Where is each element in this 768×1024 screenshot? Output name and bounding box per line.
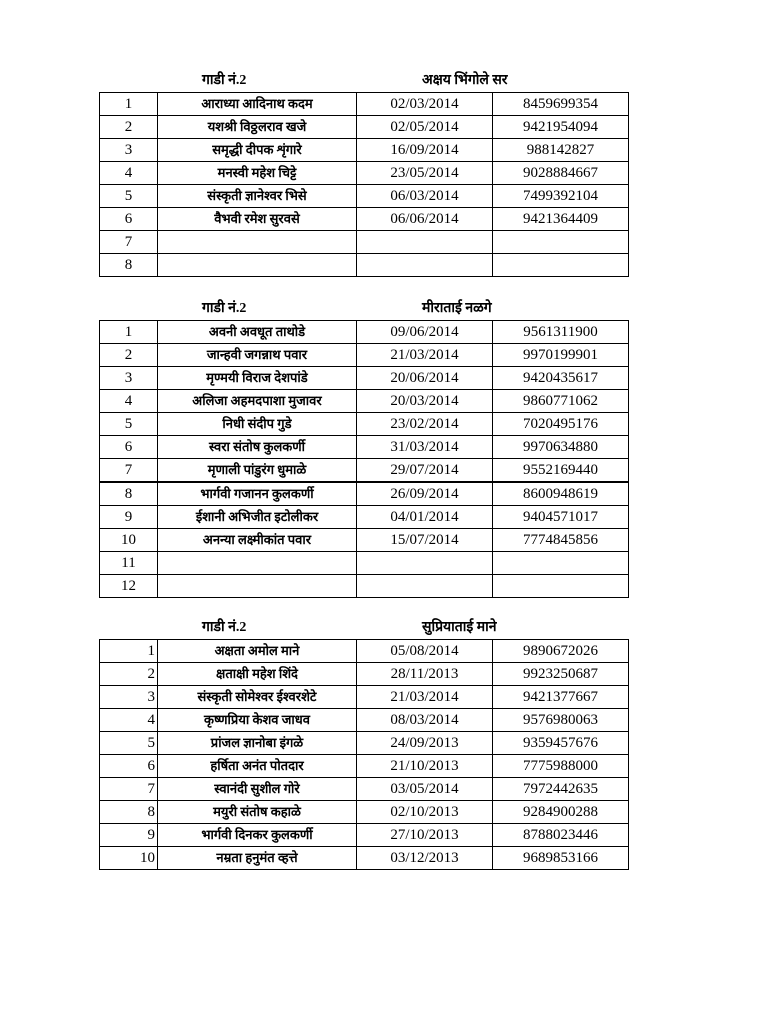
table-row bbox=[100, 413, 629, 436]
serial-cell: 4 bbox=[100, 390, 158, 413]
dob-cell: 20/06/2014 bbox=[357, 367, 493, 390]
student-name-cell: मयुरी संतोष कहाळे bbox=[158, 801, 357, 824]
table-row bbox=[100, 482, 629, 506]
table-row bbox=[100, 778, 629, 801]
student-name-cell: अनन्या लक्ष्मीकांत पवार bbox=[158, 529, 357, 552]
group-header bbox=[99, 70, 628, 92]
student-name-cell bbox=[158, 552, 357, 575]
serial-cell: 2 bbox=[100, 116, 158, 139]
table-row bbox=[100, 686, 629, 709]
table-row bbox=[100, 344, 629, 367]
student-name-cell: मनस्वी महेश चिट्टे bbox=[158, 162, 357, 185]
teacher-name: सुप्रियाताई माने bbox=[422, 620, 497, 635]
bus-number: गाडी नं.2 bbox=[202, 620, 247, 635]
student-name-cell: क्षताक्षी महेश शिंदे bbox=[158, 663, 357, 686]
phone-cell: 9284900288 bbox=[493, 801, 629, 824]
serial-cell: 3 bbox=[100, 367, 158, 390]
student-table bbox=[99, 92, 629, 277]
student-name-cell: आराध्या आदिनाथ कदम bbox=[158, 93, 357, 116]
student-name-cell: स्वानंदी सुशील गोरे bbox=[158, 778, 357, 801]
table-row bbox=[100, 506, 629, 529]
serial-cell: 1 bbox=[100, 640, 158, 663]
dob-cell: 02/03/2014 bbox=[357, 93, 493, 116]
bus-group-3 bbox=[99, 617, 628, 870]
table-row bbox=[100, 847, 629, 870]
table-row bbox=[100, 116, 629, 139]
serial-cell: 8 bbox=[100, 482, 158, 506]
table-row bbox=[100, 755, 629, 778]
dob-cell: 06/03/2014 bbox=[357, 185, 493, 208]
serial-cell: 8 bbox=[100, 801, 158, 824]
dob-cell: 02/10/2013 bbox=[357, 801, 493, 824]
phone-cell bbox=[493, 575, 629, 598]
student-table bbox=[99, 639, 629, 870]
serial-cell: 6 bbox=[100, 436, 158, 459]
table-row bbox=[100, 162, 629, 185]
student-name-cell: संस्कृती ज्ञानेश्वर भिसे bbox=[158, 185, 357, 208]
serial-cell: 1 bbox=[100, 321, 158, 344]
table-row bbox=[100, 709, 629, 732]
phone-cell: 9561311900 bbox=[493, 321, 629, 344]
dob-cell: 15/07/2014 bbox=[357, 529, 493, 552]
table-row bbox=[100, 321, 629, 344]
student-name-cell: मृणाली पांडुरंग धुमाळे bbox=[158, 459, 357, 483]
bus-number: गाडी नं.2 bbox=[202, 73, 247, 88]
dob-cell: 23/05/2014 bbox=[357, 162, 493, 185]
phone-cell: 9552169440 bbox=[493, 459, 629, 483]
student-name-cell: हर्षिता अनंत पोतदार bbox=[158, 755, 357, 778]
phone-cell: 7499392104 bbox=[493, 185, 629, 208]
student-name-cell: अलिजा अहमदपाशा मुजावर bbox=[158, 390, 357, 413]
phone-cell: 9421364409 bbox=[493, 208, 629, 231]
serial-cell: 5 bbox=[100, 185, 158, 208]
serial-cell: 5 bbox=[100, 413, 158, 436]
dob-cell: 03/12/2013 bbox=[357, 847, 493, 870]
table-row bbox=[100, 575, 629, 598]
serial-cell: 10 bbox=[100, 847, 158, 870]
table-row bbox=[100, 254, 629, 277]
teacher-name: अक्षय भिंगोले सर bbox=[422, 73, 508, 88]
phone-cell: 9689853166 bbox=[493, 847, 629, 870]
group-header bbox=[99, 617, 628, 639]
serial-cell: 1 bbox=[100, 93, 158, 116]
phone-cell: 9359457676 bbox=[493, 732, 629, 755]
table-row bbox=[100, 459, 629, 483]
phone-cell: 9420435617 bbox=[493, 367, 629, 390]
student-name-cell: समृद्धी दीपक शृंगारे bbox=[158, 139, 357, 162]
serial-cell: 2 bbox=[100, 344, 158, 367]
student-name-cell: स्वरा संतोष कुलकर्णी bbox=[158, 436, 357, 459]
serial-cell: 8 bbox=[100, 254, 158, 277]
phone-cell: 7774845856 bbox=[493, 529, 629, 552]
phone-cell: 9576980063 bbox=[493, 709, 629, 732]
table-row bbox=[100, 139, 629, 162]
phone-cell: 9421377667 bbox=[493, 686, 629, 709]
phone-cell bbox=[493, 552, 629, 575]
table-row bbox=[100, 231, 629, 254]
student-name-cell: कृष्णप्रिया केशव जाधव bbox=[158, 709, 357, 732]
phone-cell: 8788023446 bbox=[493, 824, 629, 847]
dob-cell: 21/10/2013 bbox=[357, 755, 493, 778]
student-name-cell: संस्कृती सोमेश्वर ईश्वरशेटे bbox=[158, 686, 357, 709]
student-name-cell bbox=[158, 575, 357, 598]
dob-cell: 16/09/2014 bbox=[357, 139, 493, 162]
student-name-cell: प्रांजल ज्ञानोबा इंगळे bbox=[158, 732, 357, 755]
student-name-cell: भार्गवी गजानन कुलकर्णी bbox=[158, 482, 357, 506]
phone-cell: 9970634880 bbox=[493, 436, 629, 459]
dob-cell: 23/02/2014 bbox=[357, 413, 493, 436]
serial-cell: 7 bbox=[100, 778, 158, 801]
serial-cell: 7 bbox=[100, 459, 158, 483]
serial-cell: 11 bbox=[100, 552, 158, 575]
student-name-cell: नम्रता हनुमंत व्हत्ते bbox=[158, 847, 357, 870]
serial-cell: 9 bbox=[100, 824, 158, 847]
table-row bbox=[100, 529, 629, 552]
student-name-cell: भार्गवी दिनकर कुलकर्णी bbox=[158, 824, 357, 847]
dob-cell bbox=[357, 552, 493, 575]
serial-cell: 4 bbox=[100, 709, 158, 732]
phone-cell: 9860771062 bbox=[493, 390, 629, 413]
table-row bbox=[100, 824, 629, 847]
bus-number: गाडी नं.2 bbox=[202, 301, 247, 316]
dob-cell bbox=[357, 254, 493, 277]
student-name-cell: मृण्मयी विराज देशपांडे bbox=[158, 367, 357, 390]
table-row bbox=[100, 208, 629, 231]
dob-cell: 05/08/2014 bbox=[357, 640, 493, 663]
serial-cell: 12 bbox=[100, 575, 158, 598]
student-name-cell: निधी संदीप गुडे bbox=[158, 413, 357, 436]
serial-cell: 3 bbox=[100, 139, 158, 162]
student-name-cell: ईशानी अभिजीत इटोलीकर bbox=[158, 506, 357, 529]
table-row bbox=[100, 640, 629, 663]
student-name-cell: अक्षता अमोल माने bbox=[158, 640, 357, 663]
phone-cell: 9890672026 bbox=[493, 640, 629, 663]
group-header bbox=[99, 298, 628, 320]
table-row bbox=[100, 93, 629, 116]
dob-cell: 09/06/2014 bbox=[357, 321, 493, 344]
dob-cell: 02/05/2014 bbox=[357, 116, 493, 139]
phone-cell: 9923250687 bbox=[493, 663, 629, 686]
phone-cell bbox=[493, 254, 629, 277]
phone-cell: 9028884667 bbox=[493, 162, 629, 185]
phone-cell: 7775988000 bbox=[493, 755, 629, 778]
student-name-cell: अवनी अवधूत ताथोडे bbox=[158, 321, 357, 344]
table-row bbox=[100, 552, 629, 575]
dob-cell bbox=[357, 575, 493, 598]
phone-cell: 7020495176 bbox=[493, 413, 629, 436]
bus-group-1 bbox=[99, 70, 628, 277]
serial-cell: 7 bbox=[100, 231, 158, 254]
serial-cell: 4 bbox=[100, 162, 158, 185]
phone-cell bbox=[493, 231, 629, 254]
serial-cell: 6 bbox=[100, 755, 158, 778]
dob-cell: 20/03/2014 bbox=[357, 390, 493, 413]
serial-cell: 10 bbox=[100, 529, 158, 552]
serial-cell: 9 bbox=[100, 506, 158, 529]
dob-cell: 31/03/2014 bbox=[357, 436, 493, 459]
phone-cell: 9970199901 bbox=[493, 344, 629, 367]
student-name-cell bbox=[158, 254, 357, 277]
table-row bbox=[100, 801, 629, 824]
serial-cell: 5 bbox=[100, 732, 158, 755]
student-name-cell: यशश्री विठ्ठलराव खजे bbox=[158, 116, 357, 139]
dob-cell bbox=[357, 231, 493, 254]
dob-cell: 06/06/2014 bbox=[357, 208, 493, 231]
student-name-cell: वैभवी रमेश सुरवसे bbox=[158, 208, 357, 231]
phone-cell: 9404571017 bbox=[493, 506, 629, 529]
dob-cell: 21/03/2014 bbox=[357, 344, 493, 367]
dob-cell: 24/09/2013 bbox=[357, 732, 493, 755]
dob-cell: 03/05/2014 bbox=[357, 778, 493, 801]
table-row bbox=[100, 185, 629, 208]
dob-cell: 27/10/2013 bbox=[357, 824, 493, 847]
dob-cell: 28/11/2013 bbox=[357, 663, 493, 686]
table-row bbox=[100, 436, 629, 459]
teacher-name: मीराताई नळगे bbox=[422, 301, 492, 316]
dob-cell: 21/03/2014 bbox=[357, 686, 493, 709]
phone-cell: 988142827 bbox=[493, 139, 629, 162]
phone-cell: 8459699354 bbox=[493, 93, 629, 116]
bus-group-2 bbox=[99, 298, 628, 598]
phone-cell: 9421954094 bbox=[493, 116, 629, 139]
serial-cell: 6 bbox=[100, 208, 158, 231]
student-name-cell bbox=[158, 231, 357, 254]
dob-cell: 04/01/2014 bbox=[357, 506, 493, 529]
student-name-cell: जान्हवी जगन्नाथ पवार bbox=[158, 344, 357, 367]
dob-cell: 29/07/2014 bbox=[357, 459, 493, 483]
serial-cell: 2 bbox=[100, 663, 158, 686]
dob-cell: 08/03/2014 bbox=[357, 709, 493, 732]
table-row bbox=[100, 663, 629, 686]
phone-cell: 8600948619 bbox=[493, 482, 629, 506]
student-table bbox=[99, 320, 629, 598]
dob-cell: 26/09/2014 bbox=[357, 482, 493, 506]
table-row bbox=[100, 390, 629, 413]
table-row bbox=[100, 367, 629, 390]
table-row bbox=[100, 732, 629, 755]
phone-cell: 7972442635 bbox=[493, 778, 629, 801]
serial-cell: 3 bbox=[100, 686, 158, 709]
